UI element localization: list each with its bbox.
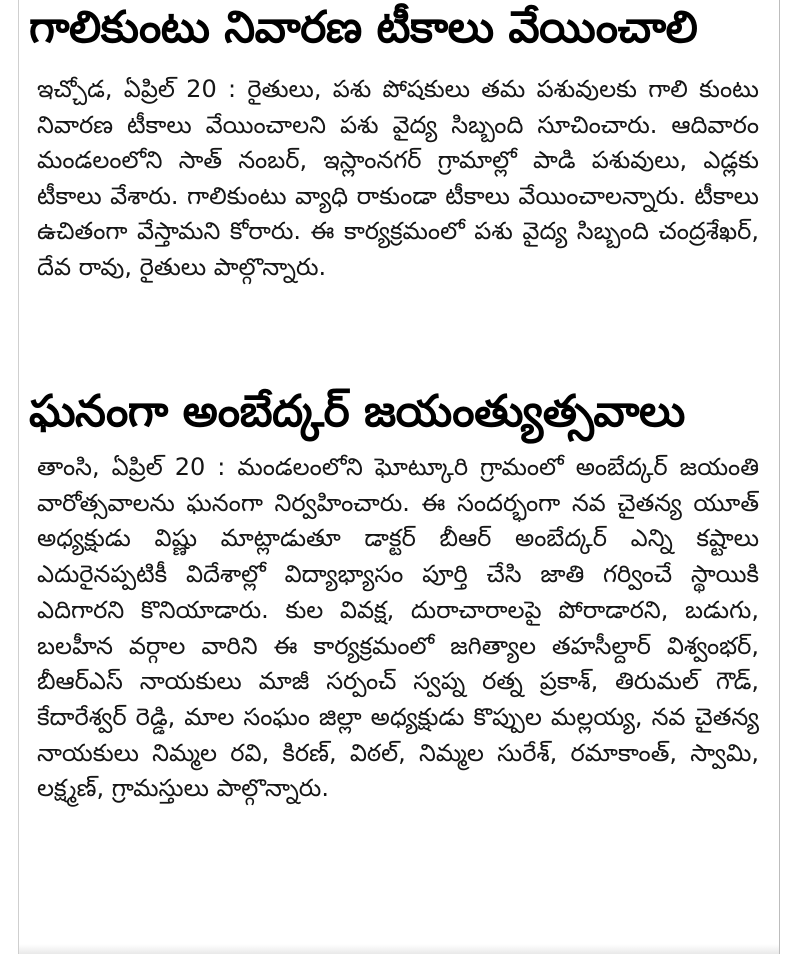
article2-headline: ఘనంగా అంబేద్కర్ జయంత్యుత్సవాలు <box>29 386 685 437</box>
article1-body: ఇచ్చోడ, ఏప్రిల్ 20 : రైతులు, పశు పోషకులు తమ పశువులకు గాలి కుంటు నివారణ టీకాలు వేయించాలని పశు వైద్య సిబ్బంది సూచించారు. ఆదివారం మండలంలోని సాత్ నంబర్, ఇస్లాంనగర్ గ్రామాల్లో పాడి పశువులు, ఎడ్లకు టీకాలు వేశారు. గాలికుంటు వ్యాధి రాకుండా టీకాలు వేయించాలన్నారు. టీకాలు ఉచితంగా వేస్తామని కోరారు. ఈ కార్యక్రమంలో పశు వైద్య సిబ్బంది చంద్రశేఖర్, దేవ రావు, రైతులు పాల్గొన్నారు. <box>37 75 759 281</box>
article1-headline: గాలికుంటు నివారణ టీకాలు వేయించాలి <box>29 2 698 53</box>
newspaper-clipping <box>18 0 780 954</box>
article2-body: తాంసి, ఏప్రిల్ 20 : మండలంలోని ఘోట్కూరి గ్రామంలో అంబేద్కర్ జయంతి వారోత్సవాలను ఘనంగా నిర్వహించారు. ఈ సందర్భంగా నవ చైతన్య యూత్ అధ్యక్షుడు విష్ణు మాట్లాడుతూ డాక్టర్ బీఆర్ అంబేద్కర్ ఎన్ని కష్టాలు ఎదురైనప్పటికీ విదేశాల్లో విద్యాభ్యాసం పూర్తి చేసి జాతి గర్వించే స్థాయికి ఎదిగారని కొనియాడారు. కుల వివక్ష, దురాచారాలపై పోరాడారని, బడుగు, బలహీన వర్గాల వారిని ఈ కార్యక్రమంలో జగిత్యాల తహసీల్దార్ విశ్వంభర్, బీఆర్ఎస్ నాయకులు మాజీ సర్పంచ్ స్వప్న రత్న ప్రకాశ్, తిరుమల్ గౌడ్, కేదారేశ్వర్ రెడ్డి, మాల సంఘం జిల్లా అధ్యక్షుడు కొప్పుల మల్లయ్య, నవ చైతన్య నాయకులు నిమ్మల రవి, కిరణ్, విఠల్, నిమ్మల సురేశ్, రమాకాంత్, స్వామి, లక్ష్మణ్, గ్రామస్తులు పాల్గొన్నారు. <box>37 453 759 803</box>
page-edge <box>19 944 779 954</box>
